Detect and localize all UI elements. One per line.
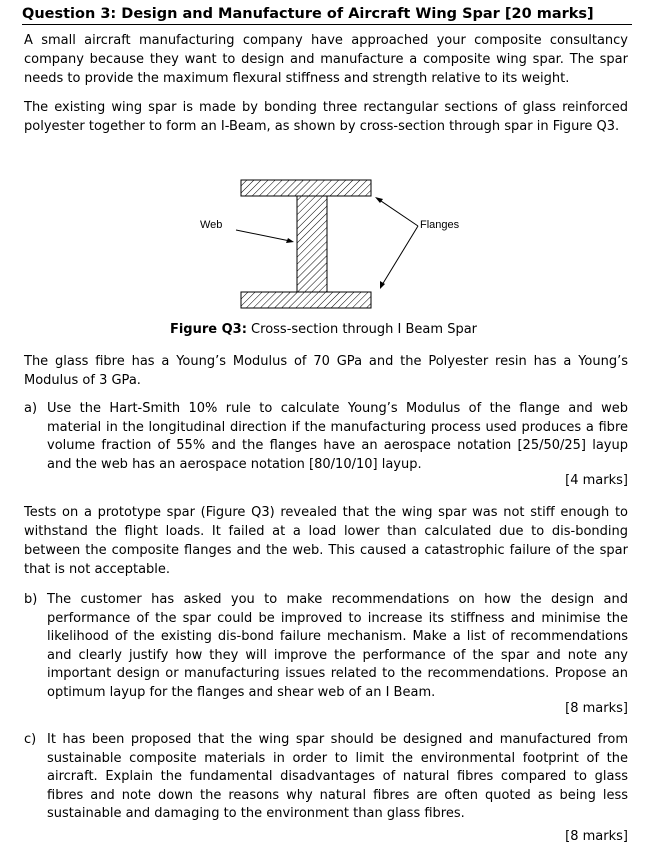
question-a-label: a) <box>24 401 38 416</box>
question-a <box>24 400 628 474</box>
web-arrow <box>236 230 290 241</box>
i-beam-diagram <box>0 172 647 317</box>
bottom-flange <box>241 292 371 308</box>
material-paragraph: The glass fibre has a Young’s Modulus of 70 GPa and the Polyester resin has a Young’s Modulus of 3 GPa. <box>24 354 628 388</box>
question-b <box>24 591 628 702</box>
web-section <box>297 196 327 292</box>
question-c-marks: [8 marks] <box>565 829 628 844</box>
intro-paragraph-2: The existing wing spar is made by bonding three rectangular sections of glass reinforced polyester together to form an I-Beam, as shown by cross-section through spar in Figure Q3. <box>24 100 628 134</box>
figure-q3 <box>0 172 647 317</box>
figure-caption <box>0 320 647 339</box>
question-a-marks: [4 marks] <box>565 473 628 488</box>
figure-caption-text: Cross-section through I Beam Spar <box>246 322 478 337</box>
question-c-label: c) <box>24 732 37 747</box>
question-c-text: It has been proposed that the wing spar should be designed and manufactured from sustainable composite materials in order to limit the environmental footprint of the aircraft. Explain the fundamental disadvantages of natural fibres compared to glass fibres and note down the reasons why natural fibres are often quoted as being less sustainable and damaging to the environment than glass fibres. <box>47 732 628 821</box>
flanges-arrow-top <box>378 199 418 226</box>
question-b-text: The customer has asked you to make recommendations on how the design and performance of the spar could be improved to increase its stiffness and minimise the likelihood of the existing dis-bond failure mechanism. Make a list of recommendations and clearly justify how they will improve the performance of the spar and note any important design or manufacturing issues related to the recommendations. Propose an optimum layup for the flanges and shear web of an I Beam. <box>47 592 628 700</box>
question-b-marks: [8 marks] <box>565 701 628 716</box>
flanges-arrow-bottom <box>382 226 418 285</box>
tests-paragraph: Tests on a prototype spar (Figure Q3) revealed that the wing spar was not stiff enough to withstand the flight loads. It failed at a load lower than calculated due to dis-bonding between the composite flanges and the web. This caused a catastrophic failure of the spar that is not acceptable. <box>24 505 628 577</box>
question-b-label: b) <box>24 592 38 607</box>
question-c <box>24 731 628 824</box>
flanges-label: Flanges <box>420 219 460 231</box>
web-label: Web <box>200 219 223 231</box>
question-title: Question 3: Design and Manufacture of Aircraft Wing Spar [20 marks] <box>22 5 632 25</box>
intro-paragraph-1: A small aircraft manufacturing company have approached your composite consultancy company because they want to design and manufacture a composite wing spar. The spar needs to provide the maximum flexural stiffness and strength relative to its weight. <box>24 33 628 86</box>
figure-caption-label: Figure Q3: <box>169 322 247 337</box>
question-a-text: Use the Hart-Smith 10% rule to calculate Young’s Modulus of the flange and web material in the longitudinal direction if the manufacturing process used produces a fibre volume fraction of 55% and the flanges have an aerospace notation [25/50/25] layup and the web has an aerospace notation [80/10/10] layup. <box>47 401 628 472</box>
web-arrowhead <box>286 238 294 243</box>
top-flange <box>241 180 371 196</box>
